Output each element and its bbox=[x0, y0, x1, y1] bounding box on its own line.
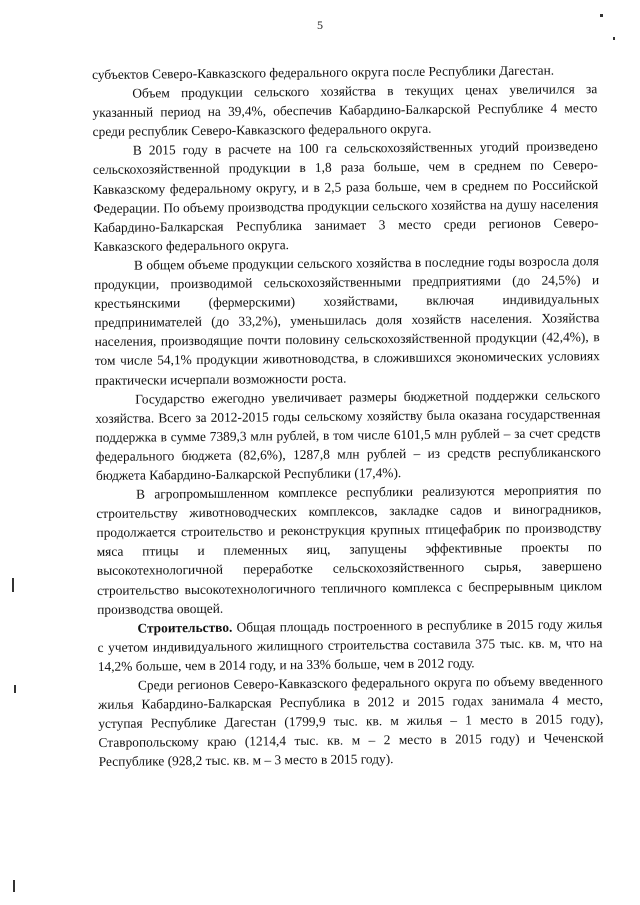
paragraph-text: В 2015 году в расчете на 100 га сельскохозяйственных угодий произведено сельскохозяйственной продукции в 1,8 раза больше, чем в среднем по Северо-Кавказскому федеральному округу, и в 2,5 раза больше, чем в среднем по Российской Федерации. По объему производства продукции сельского хозяйства на душу населения Кабардино-Балкарская Республика занимает 3 место среди регионов Северо-Кавказского федерального округа. bbox=[92, 138, 599, 254]
paragraph-text: субъектов Северо-Кавказского федерального округа после Республики Дагестан. bbox=[92, 62, 555, 82]
scan-artifact bbox=[600, 14, 603, 17]
paragraph bbox=[92, 79, 598, 141]
scan-artifact bbox=[12, 578, 14, 592]
paragraph bbox=[95, 385, 601, 485]
paragraph bbox=[98, 671, 604, 771]
paragraph-text: Объем продукции сельского хозяйства в текущих ценах увеличился за указанный период на 39,4%, обеспечив Кабардино-Балкарской Республике 4 место среди республик Северо-Кавказского федерального округа. bbox=[92, 81, 598, 140]
page-number: 5 bbox=[317, 18, 323, 32]
paragraph-text: В агропромышленном комплексе республики реализуются мероприятия по строительству животноводческих комплексов, закладке садов и виноградников, продолжается строительство и реконструкция крупных птицефабрик по производству мяса птицы и племенных яиц, запущены эффективные проекты по высокотехнологичной переработке сельскохозяйственного сырья, завершено строительство высокотехнологичного тепличного комплекса с беспрерывным циклом производства овощей. bbox=[96, 482, 603, 617]
paragraph-text: В общем объеме продукции сельского хозяйства в последние годы возросла доля продукции, производимой сельскохозяйственными предприятиями (до 24,5%) и крестьянскими (фермерскими) хозяйствами, включая индивидуальных предпринимателей (до 33,2%), уменьшилась доля хозяйств населения. Хозяйства населения, производящие почти половину сельскохозяйственной продукции (42,4%), в том числе 54,1% продукции животноводства, в сложившихся экономических условиях практически исчерпали возможности роста. bbox=[94, 253, 600, 388]
paragraph bbox=[97, 614, 603, 676]
scan-artifact bbox=[613, 37, 615, 40]
paragraph-text: Общая площадь построенного в республике в 2015 году жилья с учетом индивидуального жилищного строительства составила 375 тыс. кв. м, что на 14,2% больше, чем в 2014 году, и на 33% больше, чем в 2012 году. bbox=[97, 615, 603, 674]
paragraph bbox=[93, 137, 599, 256]
paragraph-text: Среди регионов Северо-Кавказского федерального округа по объему введенного жилья Кабардино-Балкарская Республика в 2012 и 2015 годах занимала 4 место, уступая Республике Дагестан (1799,9 тыс. кв. м жилья – 1 место в 2015 году), Ставропольскому краю (1214,4 тыс. кв. м – 2 место в 2015 году) и Чеченской Республике (928,2 тыс. кв. м – 3 место в 2015 году). bbox=[98, 673, 604, 770]
paragraph bbox=[96, 480, 602, 618]
scan-artifact bbox=[13, 880, 15, 892]
paragraph-text: Государство ежегодно увеличивает размеры бюджетной поддержки сельского хозяйства. Всего за 2012-2015 годы сельскому хозяйству была оказана государственная поддержка в сумме 7389,3 млн рублей, в том числе 6101,5 млн рублей – за счет средств федерального бюджета (82,6%), 1287,8 млн рублей – из средств республиканского бюджета Кабардино-Балкарской Республики (17,4%). bbox=[95, 386, 601, 483]
section-heading: Строительство. bbox=[137, 619, 233, 636]
scan-artifact bbox=[14, 685, 16, 693]
document-body bbox=[92, 60, 604, 771]
paragraph bbox=[94, 251, 600, 389]
